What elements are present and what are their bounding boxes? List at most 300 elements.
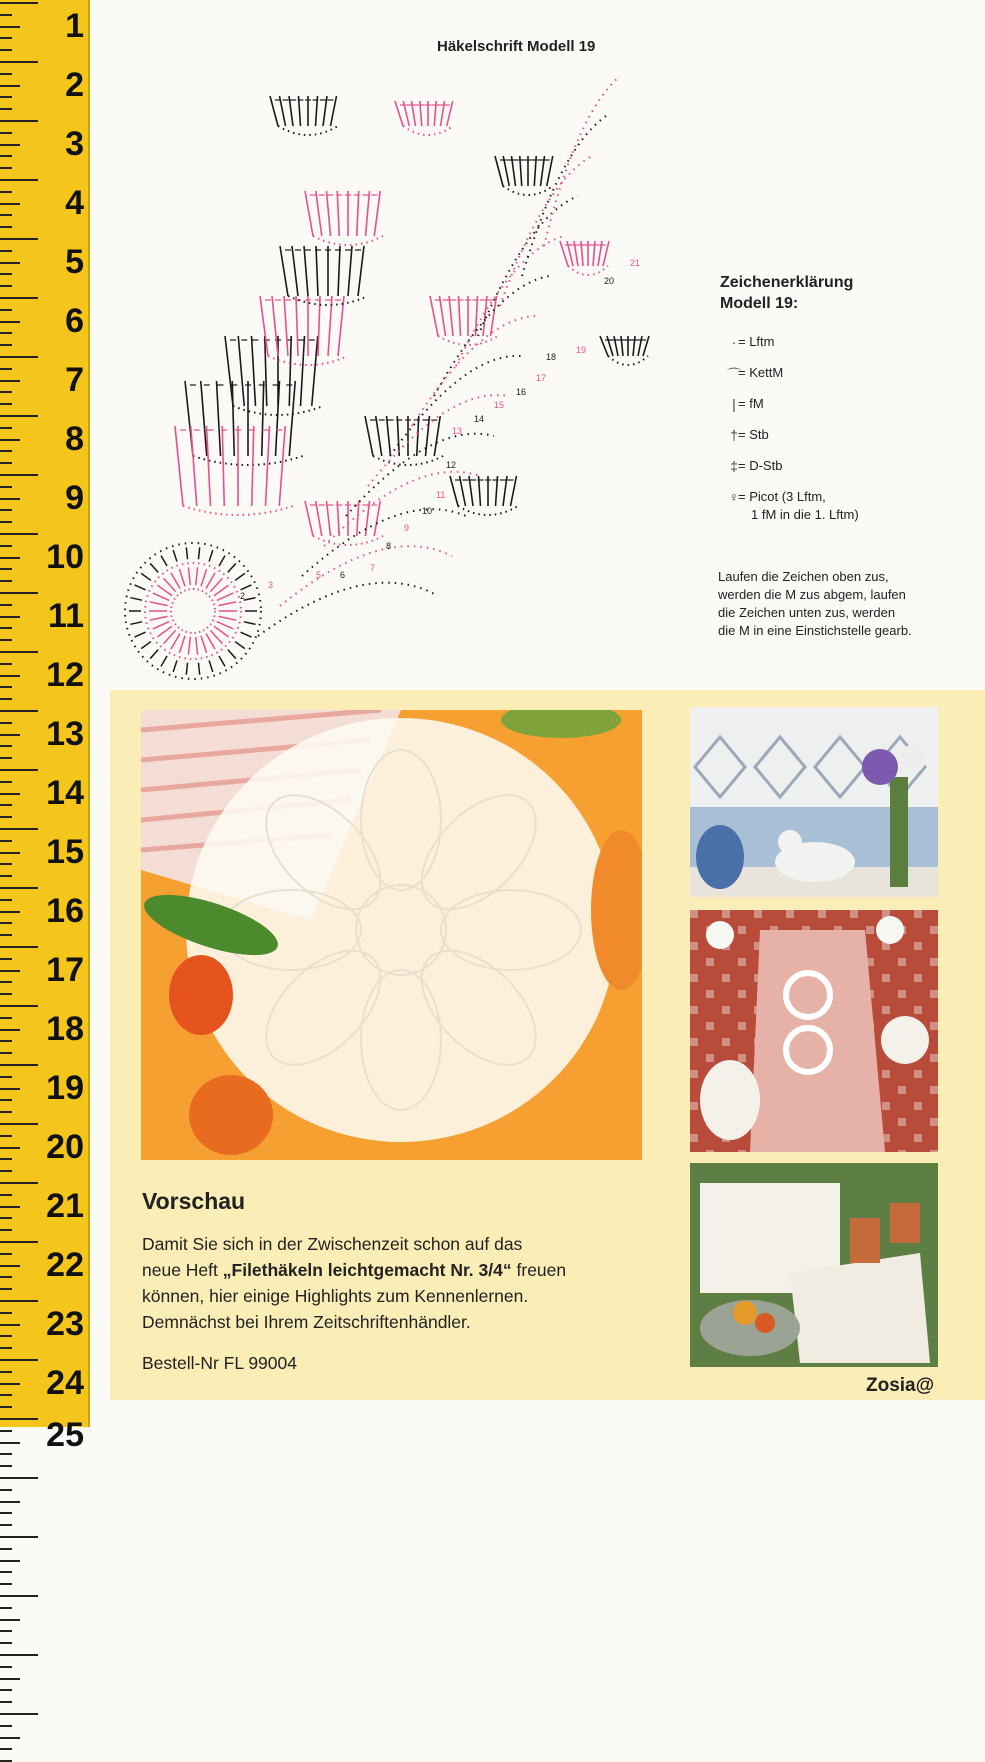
chart-stroke — [608, 356, 648, 365]
ruler-tick — [0, 155, 12, 157]
round-number: 15 — [494, 400, 505, 410]
check-square — [850, 910, 858, 918]
ruler-tick — [0, 698, 12, 700]
chart-stroke — [198, 663, 199, 675]
ruler-tick — [0, 321, 20, 323]
chart-stroke — [171, 634, 180, 650]
ruler-tick — [0, 816, 12, 818]
legend-note — [718, 568, 958, 640]
chart-stroke — [241, 585, 252, 590]
check-square — [706, 958, 714, 966]
chart-stroke — [643, 336, 649, 356]
round-number: 14 — [474, 414, 485, 424]
check-square — [914, 942, 922, 950]
check-square — [722, 974, 730, 982]
ruler-tick — [0, 498, 20, 500]
chart-stroke — [430, 296, 438, 336]
chart-stroke — [633, 336, 635, 356]
chart-stroke — [252, 336, 256, 406]
ruler-tick — [0, 1383, 20, 1385]
chart-stroke — [337, 191, 339, 236]
ruler-tick — [0, 1040, 12, 1042]
ruler-tick — [0, 1654, 38, 1656]
chart-stroke — [316, 501, 322, 536]
chart-stroke — [289, 336, 291, 406]
ruler-tick — [0, 1135, 12, 1137]
ruler-tick — [0, 852, 20, 854]
check-square — [930, 1022, 938, 1030]
ruler-tick — [0, 297, 38, 299]
ruler-tick — [0, 958, 12, 960]
chart-stroke — [244, 598, 256, 600]
check-square — [914, 974, 922, 982]
ruler-tick — [0, 1064, 38, 1066]
chart-stroke — [225, 336, 233, 406]
ruler-tick — [0, 1430, 12, 1432]
preview-line — [142, 1257, 682, 1283]
check-square — [690, 974, 698, 982]
chart-stroke — [366, 191, 370, 236]
legend-item — [720, 452, 960, 483]
ruler-tick — [0, 273, 12, 275]
chart-stroke — [135, 585, 146, 590]
ruler-tick — [0, 757, 12, 759]
chart-stroke — [305, 191, 313, 236]
check-square — [690, 1102, 698, 1110]
round-number: 19 — [576, 345, 587, 355]
check-square — [706, 990, 714, 998]
chart-stroke — [150, 616, 168, 620]
check-square — [914, 1102, 922, 1110]
ruler-tick — [0, 1347, 12, 1349]
chart-stroke — [262, 381, 264, 456]
check-square — [898, 958, 906, 966]
check-square — [866, 926, 874, 934]
chart-stroke — [171, 589, 215, 633]
chart-stroke — [191, 426, 197, 506]
check-square — [706, 1022, 714, 1030]
ruler-number: 6 — [65, 302, 84, 340]
ruler-tick — [0, 1229, 12, 1231]
chart-stroke — [338, 296, 344, 356]
chart-stroke — [280, 246, 288, 296]
ruler-tick — [0, 144, 20, 146]
chart-stroke — [458, 506, 518, 515]
round-number: 12 — [446, 460, 457, 470]
legend-title-line: Modell 19: — [720, 295, 799, 312]
ruler-number: 15 — [46, 833, 84, 871]
ruler-tick — [0, 1288, 12, 1290]
round-number: 3 — [268, 580, 274, 590]
legend-item — [720, 501, 960, 521]
check-square — [898, 990, 906, 998]
chart-stroke — [186, 547, 187, 559]
check-square — [930, 958, 938, 966]
round-number: 21 — [630, 258, 641, 268]
round-number: 17 — [536, 373, 547, 383]
ruler-tick — [0, 745, 12, 747]
chart-stroke — [228, 563, 236, 572]
check-square — [914, 1070, 922, 1078]
chart-stroke — [235, 642, 245, 649]
check-square — [722, 910, 730, 918]
preview-title: Vorschau — [142, 1188, 246, 1214]
ruler-tick — [0, 1619, 20, 1621]
preview-text-segment: freuen — [516, 1260, 567, 1280]
chart-stroke — [193, 456, 303, 465]
chart-stroke — [373, 456, 443, 465]
ruler-tick — [0, 1465, 12, 1467]
ruler-tick — [0, 1453, 12, 1455]
ruler-tick — [0, 828, 38, 830]
ruler-tick — [0, 132, 12, 134]
legend-title-line: Zeichenerklärung — [720, 274, 854, 291]
chart-stroke — [241, 632, 252, 637]
ruler-tick — [0, 663, 12, 665]
ruler-tick — [0, 1536, 38, 1538]
ruler-tick — [0, 911, 20, 913]
chart-stroke — [614, 336, 618, 356]
check-square — [786, 910, 794, 918]
round-number: 7 — [370, 563, 376, 573]
ruler-tick — [0, 85, 20, 87]
ruler-tick — [0, 1406, 12, 1408]
check-square — [690, 1006, 698, 1014]
chart-stroke — [201, 636, 207, 653]
ruler-number: 1 — [65, 7, 84, 45]
ruler-tick — [0, 61, 38, 63]
ruler-tick — [0, 1477, 38, 1479]
curtain-photo — [690, 707, 938, 897]
chart-stroke — [179, 569, 185, 586]
preview-line: Damit Sie sich in der Zwischenzeit schon auf das — [142, 1234, 523, 1254]
chart-stroke — [376, 416, 382, 456]
ruler-number: 19 — [46, 1069, 84, 1107]
legend-text: 1 fM in die 1. Lftm) — [751, 507, 859, 522]
chart-stroke — [157, 626, 172, 637]
ruler-tick — [0, 1713, 38, 1715]
chart-stroke — [357, 191, 359, 236]
chart-stroke — [327, 501, 331, 536]
check-square — [754, 910, 762, 918]
chart-stroke — [268, 356, 348, 365]
chart-stroke — [171, 573, 180, 589]
ruler-tick — [0, 73, 12, 75]
chart-stroke — [196, 567, 198, 585]
chart-stroke — [217, 593, 233, 600]
legend-item — [720, 390, 960, 421]
chart-stroke — [161, 556, 167, 566]
chart-stroke — [258, 583, 438, 636]
legend-item — [720, 483, 960, 505]
chart-stroke — [279, 426, 285, 506]
ruler-tick — [0, 1725, 12, 1727]
chart-stroke — [312, 336, 318, 406]
legend-text: = KettM — [738, 365, 784, 380]
ruler-tick — [0, 403, 12, 405]
chart-stroke — [272, 296, 278, 356]
ruler-tick — [0, 474, 38, 476]
ruler-number: 9 — [65, 479, 84, 517]
chart-stroke — [403, 126, 453, 135]
diagram-title: Häkelschrift Modell 19 — [437, 38, 596, 55]
ruler-tick — [0, 226, 12, 228]
ruler-number: 22 — [46, 1246, 84, 1284]
ruler-tick — [0, 191, 12, 193]
ruler-tick — [0, 675, 20, 677]
ruler-tick — [0, 592, 38, 594]
chart-stroke — [244, 622, 256, 624]
table-runner-photo — [690, 910, 938, 1152]
check-square — [690, 942, 698, 950]
chart-stroke — [157, 585, 172, 596]
ruler-tick — [0, 604, 12, 606]
ruler-tick — [0, 1524, 12, 1526]
chart-stroke — [210, 630, 222, 643]
ruler-tick — [0, 1583, 12, 1585]
chart-stroke — [153, 622, 169, 629]
check-square — [738, 1150, 746, 1152]
chart-stroke — [238, 336, 244, 406]
chart-stroke — [209, 550, 213, 561]
round-number: 8 — [386, 541, 392, 551]
ruler-tick — [0, 214, 12, 216]
ruler-tick — [0, 1678, 20, 1680]
check-square — [898, 1150, 906, 1152]
legend-item — [720, 421, 960, 452]
ruler-tick — [0, 108, 12, 110]
ruler-tick — [0, 875, 12, 877]
measuring-ruler — [0, 0, 90, 1454]
chart-stroke — [305, 501, 313, 536]
legend-text: = D-Stb — [738, 458, 783, 473]
chart-stroke — [135, 632, 146, 637]
chart-stroke — [150, 650, 158, 659]
ruler-tick — [0, 1217, 12, 1219]
check-square — [930, 1054, 938, 1062]
check-square — [898, 1086, 906, 1094]
chart-stroke — [228, 650, 236, 659]
ruler-tick — [0, 1748, 12, 1750]
chart-stroke — [217, 622, 233, 629]
ruler-number: 3 — [65, 125, 84, 163]
ruler-tick — [0, 863, 12, 865]
check-square — [882, 1006, 890, 1014]
chart-stroke — [175, 426, 183, 506]
legend-text: = fM — [738, 396, 764, 411]
round-number: 13 — [452, 426, 463, 436]
chart-stroke — [440, 296, 446, 336]
legend-item — [720, 359, 960, 390]
check-square — [930, 926, 938, 934]
chart-stroke — [222, 426, 224, 506]
doily-photo — [141, 710, 642, 1160]
chart-stroke — [284, 296, 288, 356]
check-square — [930, 1118, 938, 1126]
ruler-tick — [0, 1005, 38, 1007]
ruler-tick — [0, 1512, 12, 1514]
chart-stroke — [232, 381, 234, 456]
ruler-tick — [0, 262, 20, 264]
chart-stroke — [209, 660, 213, 671]
bar-icon: | — [732, 396, 736, 412]
chart-stroke — [434, 416, 440, 456]
check-square — [738, 926, 746, 934]
chart-stroke — [214, 585, 229, 596]
ruler-tick — [0, 981, 12, 983]
ruler-tick — [0, 533, 38, 535]
ruler-tick — [0, 557, 20, 559]
ruler-number: 7 — [65, 361, 84, 399]
chart-stroke — [207, 426, 211, 506]
chart-stroke — [141, 573, 151, 580]
ruler-tick — [0, 391, 12, 393]
chart-stroke — [621, 336, 623, 356]
chart-stroke — [188, 637, 190, 655]
chart-stroke — [179, 636, 185, 653]
ruler-tick — [0, 1737, 20, 1739]
ruler-number: 17 — [46, 951, 84, 989]
chart-stroke — [150, 563, 158, 572]
chart-stroke — [374, 191, 380, 236]
check-square — [914, 910, 922, 918]
ruler-tick — [0, 1111, 12, 1113]
chart-stroke — [426, 416, 430, 456]
ruler-tick — [0, 922, 12, 924]
preview-line: können, hier einige Highlights zum Kennenlernen. — [142, 1286, 529, 1306]
check-square — [930, 990, 938, 998]
ruler-tick — [0, 1170, 12, 1172]
round-number: 6 — [340, 570, 346, 580]
round-number: 16 — [516, 387, 527, 397]
chart-stroke — [260, 296, 268, 356]
chart-stroke — [313, 536, 383, 545]
ruler-tick — [0, 580, 12, 582]
chart-stroke — [214, 626, 229, 637]
tablecloth-photo — [690, 1163, 938, 1367]
check-square — [914, 1134, 922, 1142]
chart-stroke — [412, 316, 536, 426]
preview-line: Demnächst bei Ihrem Zeitschriftenhändler. — [142, 1312, 471, 1332]
ruler-number: 18 — [46, 1010, 84, 1048]
ruler-number: 24 — [46, 1364, 84, 1402]
note-line: Laufen die Zeichen oben zus, — [718, 569, 889, 584]
chart-stroke — [568, 266, 608, 275]
ruler-tick — [0, 1689, 12, 1691]
ruler-number: 11 — [48, 597, 84, 635]
ruler-number: 14 — [46, 774, 84, 812]
ruler-tick — [0, 509, 12, 511]
legend-text: = Picot (3 Lftm, — [738, 489, 826, 504]
ruler-tick — [0, 1324, 20, 1326]
ruler-tick — [0, 1630, 12, 1632]
ruler-tick — [0, 651, 38, 653]
ruler-tick — [0, 309, 12, 311]
check-square — [882, 1070, 890, 1078]
chart-stroke — [198, 547, 199, 559]
round-number: 2 — [240, 591, 246, 601]
ruler-tick — [0, 627, 12, 629]
round-number: 5 — [316, 570, 322, 580]
ruler-tick — [0, 1088, 20, 1090]
chart-stroke — [219, 556, 225, 566]
ruler-tick — [0, 1489, 12, 1491]
chart-stroke — [141, 642, 151, 649]
chart-stroke — [186, 663, 187, 675]
check-square — [738, 1022, 746, 1030]
chart-stroke — [438, 336, 498, 345]
ruler-tick — [0, 415, 38, 417]
ruler-tick — [0, 1371, 12, 1373]
ruler-number: 10 — [46, 538, 84, 576]
legend-text: = Stb — [738, 427, 769, 442]
check-square — [882, 1102, 890, 1110]
ruler-tick — [0, 96, 12, 98]
arc-icon: ⌒ — [727, 367, 741, 383]
ruler-tick — [0, 1666, 12, 1668]
ruler-tick — [0, 285, 12, 287]
chart-stroke — [417, 416, 419, 456]
ruler-tick — [0, 14, 12, 16]
ruler-tick — [0, 970, 20, 972]
chart-stroke — [201, 381, 207, 456]
ruler-number: 4 — [65, 184, 84, 222]
ruler-number: 5 — [65, 243, 84, 281]
ruler-tick — [0, 545, 12, 547]
ruler-tick — [0, 49, 12, 51]
ruler-tick — [0, 899, 12, 901]
ruler-tick — [0, 1253, 12, 1255]
chart-stroke — [266, 426, 270, 506]
order-number: Bestell-Nr FL 99004 — [142, 1353, 297, 1373]
ruler-tick — [0, 946, 38, 948]
chart-stroke — [206, 573, 215, 589]
chart-stroke — [280, 546, 452, 606]
legend-text: = Lftm — [738, 334, 775, 349]
check-square — [882, 974, 890, 982]
double-cross-icon: ‡ — [730, 458, 738, 474]
chart-stroke — [218, 616, 236, 620]
check-square — [914, 1006, 922, 1014]
round-number: 20 — [604, 276, 615, 286]
chart-stroke — [301, 336, 305, 406]
chart-stroke — [449, 296, 453, 336]
round-number: 18 — [546, 352, 557, 362]
ruler-tick — [0, 1335, 12, 1337]
signature: Zosia@ — [866, 1375, 935, 1396]
ruler-tick — [0, 179, 38, 181]
round-number: 11 — [436, 490, 446, 500]
ruler-tick — [0, 450, 12, 452]
ruler-tick — [0, 1029, 20, 1031]
ruler-tick — [0, 804, 12, 806]
chart-stroke — [600, 336, 608, 356]
ruler-number: 25 — [46, 1416, 84, 1454]
ruler-tick — [0, 238, 38, 240]
ruler-tick — [0, 934, 12, 936]
ruler-tick — [0, 616, 20, 618]
check-square — [690, 1038, 698, 1046]
chart-stroke — [374, 501, 380, 536]
chart-stroke — [210, 578, 222, 591]
ruler-tick — [0, 1394, 12, 1396]
ruler-tick — [0, 1206, 20, 1208]
ruler-tick — [0, 639, 12, 641]
note-line: werden die M zus abgem, laufen — [718, 587, 906, 602]
chart-stroke — [219, 656, 225, 666]
chart-stroke — [153, 593, 169, 600]
round-number: 10 — [422, 506, 433, 516]
